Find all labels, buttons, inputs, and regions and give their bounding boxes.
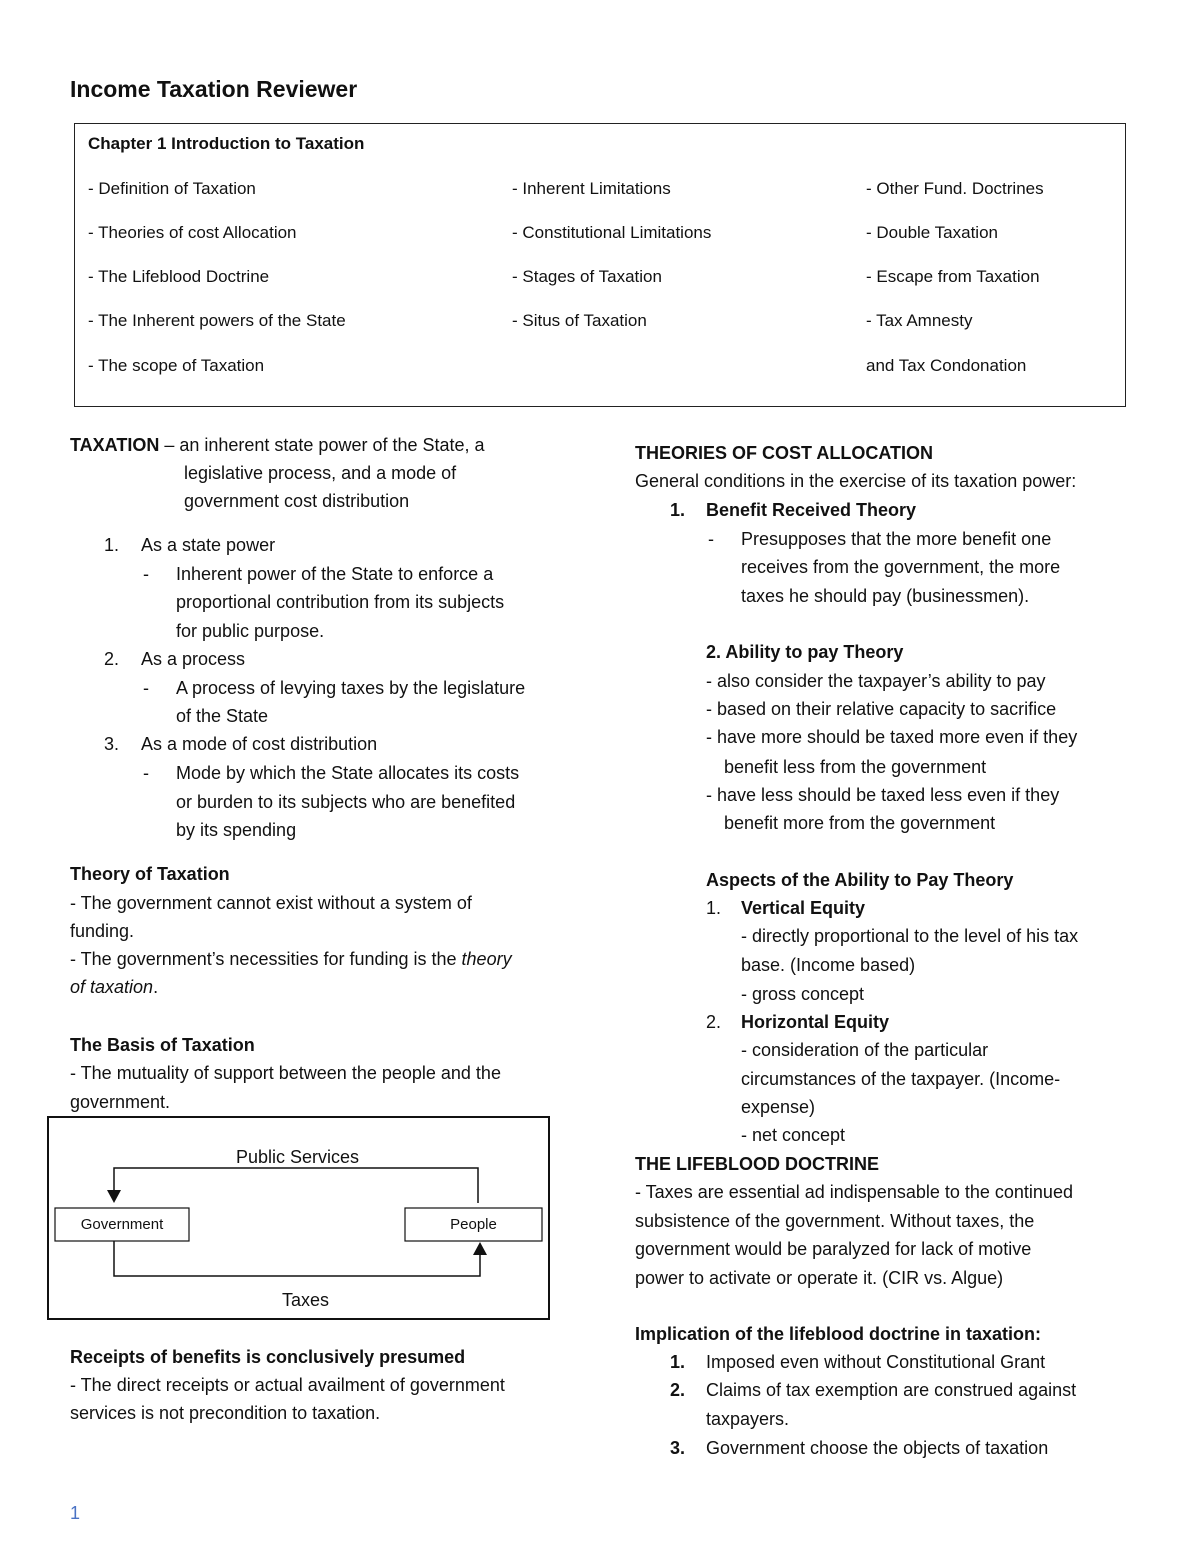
list-item-text: base. (Income based)	[741, 955, 916, 975]
taxes-arrow-line	[114, 1241, 480, 1276]
list-item-text: Presupposes that the more benefit one	[741, 529, 1052, 549]
list-item-text: taxes he should pay (businessmen).	[741, 586, 1030, 606]
list-item-text: - gross concept	[741, 984, 865, 1004]
list-item-text: - have less should be taxed less even if they	[706, 785, 1060, 805]
toc-item: - Other Fund. Doctrines	[866, 179, 1044, 198]
paragraph-line: government would be paralyzed for lack of motive	[635, 1239, 1032, 1259]
paragraph-line: - Taxes are essential ad indispensable to the continued	[635, 1182, 1073, 1202]
theory-title: Benefit Received Theory	[706, 500, 917, 520]
aspect-title: Vertical Equity	[741, 898, 866, 918]
section-heading: Implication of the lifeblood doctrine in taxation:	[635, 1324, 1042, 1344]
toc-item: - The Inherent powers of the State	[88, 311, 346, 330]
chapter-heading: Chapter 1 Introduction to Taxation	[88, 134, 365, 153]
section-heading: Aspects of the Ability to Pay Theory	[706, 870, 1014, 890]
people-label: People	[450, 1216, 497, 1233]
aspect-title: Horizontal Equity	[741, 1012, 889, 1032]
toc-item: - Constitutional Limitations	[512, 223, 712, 242]
list-dash: -	[143, 763, 149, 783]
list-item-text: for public purpose.	[176, 621, 325, 641]
list-item-text: Mode by which the State allocates its costs	[176, 763, 520, 783]
list-number: 1.	[104, 535, 120, 555]
list-item-text: - also consider the taxpayer’s ability to pay	[706, 671, 1046, 691]
italic-term: theory	[461, 949, 512, 969]
taxation-def-line: legislative process, and a mode of	[184, 463, 457, 483]
list-item-text: Inherent power of the State to enforce a	[176, 564, 494, 584]
list-number: 1.	[670, 500, 686, 520]
list-item-text: - directly proportional to the level of his tax	[741, 926, 1079, 946]
paragraph-line: - The government cannot exist without a system of	[70, 893, 472, 913]
toc-item: - Double Taxation	[866, 223, 998, 242]
list-item-text: - have more should be taxed more even if they	[706, 727, 1078, 747]
toc-item: - Escape from Taxation	[866, 267, 1040, 286]
page-number: 1	[70, 1503, 81, 1523]
public-services-arrow-line	[114, 1168, 478, 1203]
paragraph-text: - The government’s necessities for funding is the	[70, 949, 462, 969]
list-item-text: - net concept	[741, 1125, 846, 1145]
list-number: 2.	[670, 1380, 686, 1400]
toc-item: - The scope of Taxation	[88, 356, 265, 375]
list-number: 1.	[670, 1352, 686, 1372]
paragraph-line: - The direct receipts or actual availment of government	[70, 1375, 505, 1395]
taxation-def-line: – an inherent state power of the State, a	[159, 435, 485, 455]
list-item-text: benefit less from the government	[724, 757, 987, 777]
section-heading: Theory of Taxation	[70, 864, 230, 884]
toc-item: - Situs of Taxation	[512, 311, 647, 330]
document-title: Income Taxation Reviewer	[70, 76, 358, 102]
list-item-text: taxpayers.	[706, 1409, 790, 1429]
taxation-term: TAXATION	[70, 435, 160, 455]
list-number: 2.	[706, 1012, 722, 1032]
list-item-text: - consideration of the particular	[741, 1040, 989, 1060]
section-heading: THEORIES OF COST ALLOCATION	[635, 443, 933, 463]
list-item-text: by its spending	[176, 820, 297, 840]
list-dash: -	[143, 678, 149, 698]
list-item-text: of the State	[176, 706, 269, 726]
toc-item: and Tax Condonation	[866, 356, 1027, 375]
italic-term: of taxation	[70, 977, 154, 997]
paragraph-line: General conditions in the exercise of its taxation power:	[635, 471, 1077, 491]
list-item-title: As a mode of cost distribution	[141, 734, 378, 754]
paragraph-line: services is not precondition to taxation.	[70, 1403, 381, 1423]
list-number: 3.	[104, 734, 120, 754]
list-number: 1.	[706, 898, 722, 918]
list-item-text: receives from the government, the more	[741, 557, 1061, 577]
list-number: 3.	[670, 1438, 686, 1458]
list-item-title: As a state power	[141, 535, 276, 555]
list-item-text: proportional contribution from its subjects	[176, 592, 505, 612]
list-dash: -	[143, 564, 149, 584]
toc-item: - Stages of Taxation	[512, 267, 662, 286]
theory-title: 2. Ability to pay Theory	[706, 642, 904, 662]
arrow-head-up	[473, 1242, 487, 1255]
paragraph-line: government.	[70, 1092, 171, 1112]
arrow-head-down	[107, 1190, 121, 1203]
list-item-text: expense)	[741, 1097, 816, 1117]
list-item-text: or burden to its subjects who are benefited	[176, 792, 516, 812]
list-number: 2.	[104, 649, 120, 669]
list-item-text: Government choose the objects of taxation	[706, 1438, 1049, 1458]
list-item-text: A process of levying taxes by the legislature	[176, 678, 526, 698]
paragraph-line: - The mutuality of support between the people and the	[70, 1063, 501, 1083]
list-item-title: As a process	[141, 649, 246, 669]
section-heading: Receipts of benefits is conclusively presumed	[70, 1347, 466, 1367]
list-item-text: benefit more from the government	[724, 813, 996, 833]
paragraph-line: power to activate or operate it. (CIR vs. Algue)	[635, 1268, 1004, 1288]
toc-item: - Inherent Limitations	[512, 179, 671, 198]
toc-item: - Definition of Taxation	[88, 179, 256, 198]
paragraph-text: .	[153, 977, 159, 997]
toc-item: - Theories of cost Allocation	[88, 223, 297, 242]
taxation-def-line: government cost distribution	[184, 491, 410, 511]
paragraph-line: subsistence of the government. Without taxes, the	[635, 1211, 1035, 1231]
list-item-text: - based on their relative capacity to sacrifice	[706, 699, 1057, 719]
section-heading: The Basis of Taxation	[70, 1035, 255, 1055]
taxes-label: Taxes	[282, 1290, 330, 1310]
toc-item: - Tax Amnesty	[866, 311, 973, 330]
list-dash: -	[708, 529, 714, 549]
list-item-text: Claims of tax exemption are construed against	[706, 1380, 1077, 1400]
list-item-text: Imposed even without Constitutional Grant	[706, 1352, 1046, 1372]
public-services-label: Public Services	[236, 1147, 360, 1167]
paragraph-line: funding.	[70, 921, 135, 941]
toc-item: - The Lifeblood Doctrine	[88, 267, 270, 286]
section-heading: THE LIFEBLOOD DOCTRINE	[635, 1154, 879, 1174]
list-item-text: circumstances of the taxpayer. (Income-	[741, 1069, 1061, 1089]
government-label: Government	[80, 1216, 164, 1233]
